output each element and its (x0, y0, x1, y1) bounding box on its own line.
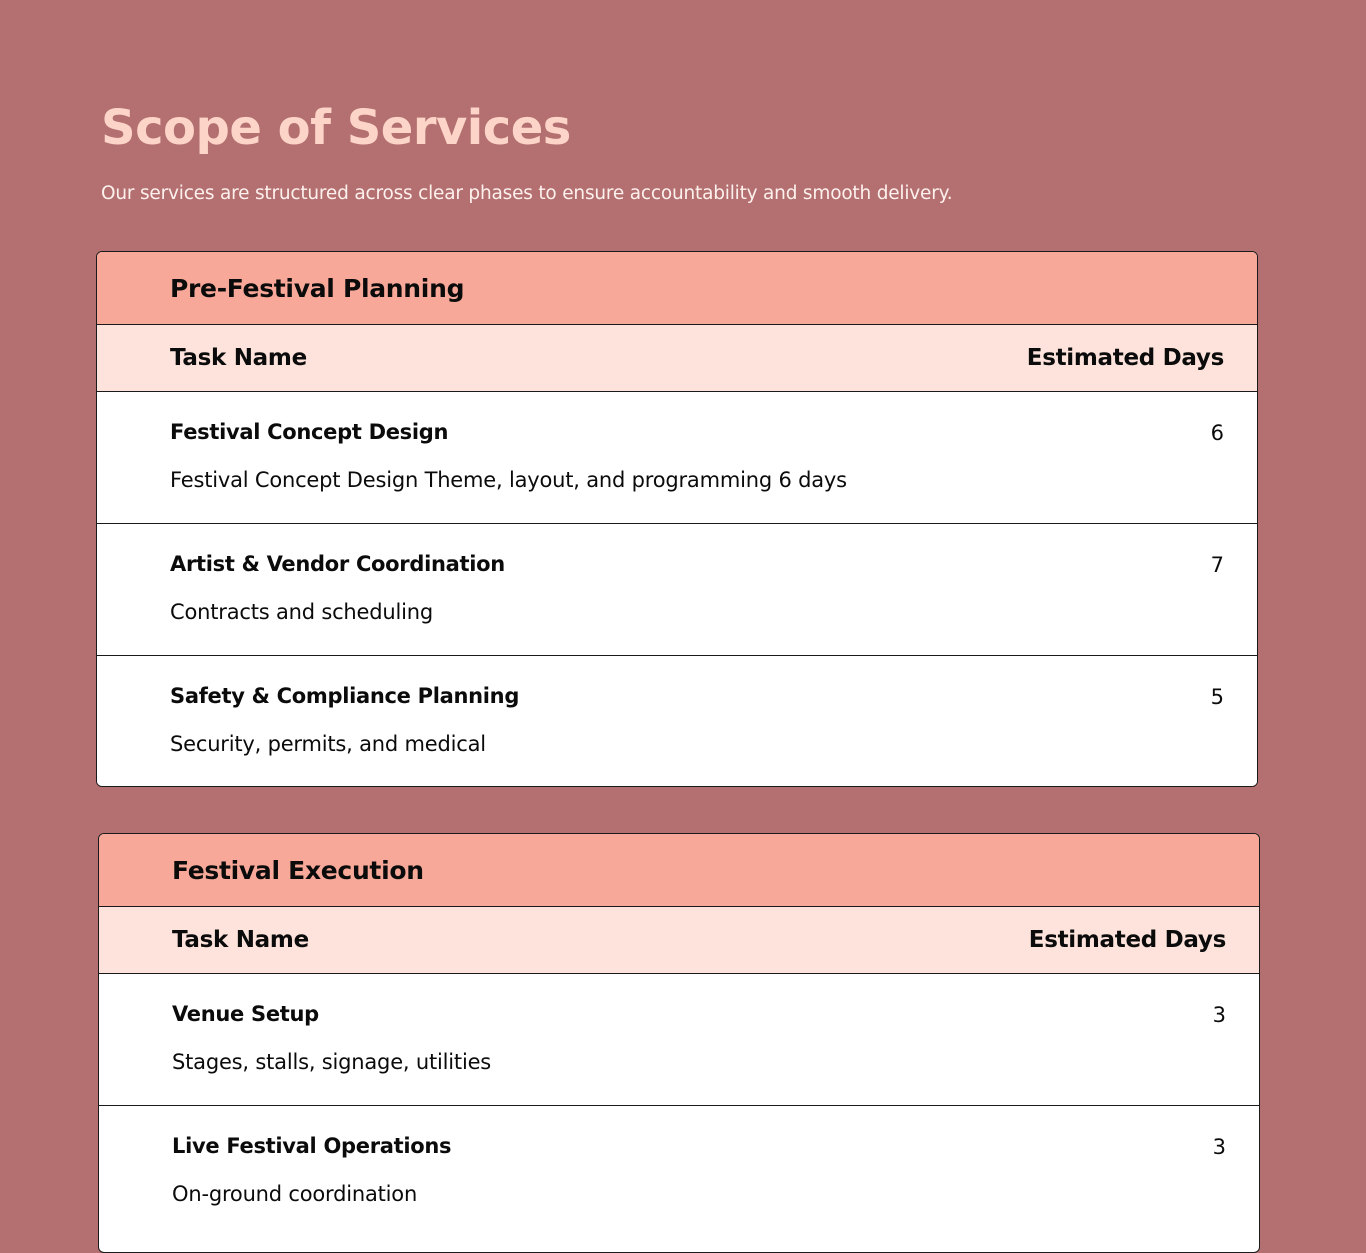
section-header (97, 252, 1257, 325)
task-description: Contracts and scheduling (170, 600, 434, 624)
task-estimated-days: 7 (1210, 553, 1224, 577)
task-description: Stages, stalls, signage, utilities (172, 1050, 492, 1074)
page-title: Scope of Services (101, 100, 571, 156)
task-description: Security, permits, and medical (170, 732, 486, 756)
task-description: Festival Concept Design Theme, layout, and programming 6 days (170, 468, 847, 492)
table-column-header (97, 325, 1257, 392)
section-card-festival-execution (98, 833, 1260, 1253)
section-card-pre-festival-planning (96, 251, 1258, 787)
section-title: Festival Execution (172, 855, 424, 885)
table-row (99, 974, 1259, 1106)
page-subtitle: Our services are structured across clear phases to ensure accountability and smooth delivery. (101, 183, 953, 204)
table-row (99, 1106, 1259, 1238)
section-title: Pre-Festival Planning (170, 273, 465, 303)
section-header (99, 834, 1259, 907)
column-header-task-name: Task Name (172, 927, 309, 953)
column-header-estimated-days: Estimated Days (1028, 927, 1226, 953)
task-estimated-days: 6 (1210, 421, 1224, 445)
task-estimated-days: 5 (1210, 685, 1224, 709)
task-name: Safety & Compliance Planning (170, 684, 520, 708)
table-row (97, 656, 1257, 787)
table-column-header (99, 907, 1259, 974)
column-header-task-name: Task Name (170, 345, 307, 371)
table-row (97, 524, 1257, 656)
column-header-estimated-days: Estimated Days (1026, 345, 1224, 371)
task-description: On-ground coordination (172, 1182, 418, 1206)
task-name: Festival Concept Design (170, 420, 449, 444)
task-name: Live Festival Operations (172, 1134, 452, 1158)
task-name: Venue Setup (172, 1002, 319, 1026)
task-estimated-days: 3 (1212, 1003, 1226, 1027)
task-estimated-days: 3 (1212, 1135, 1226, 1159)
table-row (97, 392, 1257, 524)
task-name: Artist & Vendor Coordination (170, 552, 505, 576)
